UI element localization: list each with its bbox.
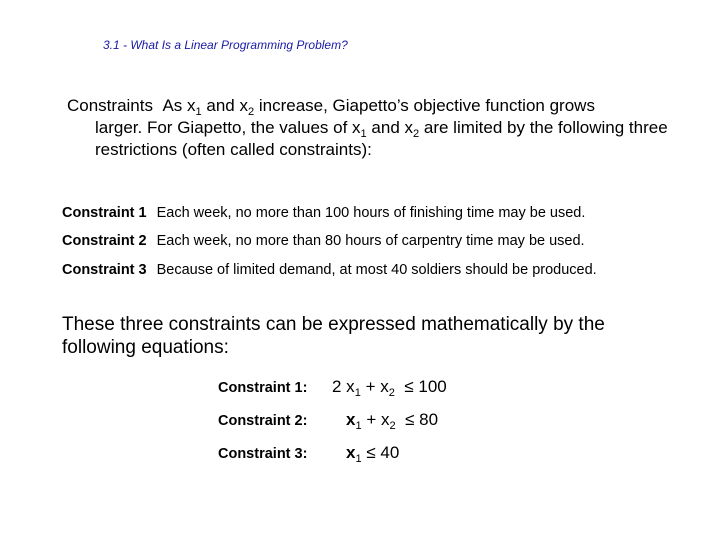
subscript: 2 — [247, 105, 255, 118]
constraint-row — [62, 205, 585, 221]
summary-paragraph: These three constraints can be expressed mathematically by the following equations: — [62, 314, 605, 358]
intro-continuation — [67, 117, 677, 161]
intro-text: and x — [201, 96, 248, 115]
subscript: 2 — [413, 127, 420, 140]
constraint-label: Constraint 2 — [62, 233, 147, 249]
equation-term: 2 x — [332, 377, 355, 396]
constraint-text: Because of limited demand, at most 40 soldiers should be produced. — [156, 262, 597, 278]
constraint-row — [62, 233, 585, 249]
equation-label: Constraint 1: — [218, 380, 308, 396]
intro-text: are limited by the following three restrictions (often called constraints): — [95, 118, 668, 159]
intro-first-line — [67, 96, 595, 118]
subscript: 2 — [389, 419, 396, 432]
equation-label: Constraint 2: — [218, 413, 308, 429]
equation-term: x — [346, 443, 356, 462]
subscript: 1 — [195, 105, 202, 118]
intro-text: increase, Giapetto’s objective function grows — [254, 96, 595, 115]
equation-term: ≤ 80 — [395, 410, 439, 429]
subscript: 1 — [354, 386, 361, 399]
equation-term: + x — [361, 410, 390, 429]
intro-paragraph — [67, 95, 677, 161]
intro-text: larger. For Giapetto, the values of x — [95, 118, 361, 137]
equation-term: + x — [360, 377, 389, 396]
equation-row — [218, 443, 399, 463]
equation-row — [218, 410, 438, 430]
constraint-label: Constraint 3 — [62, 262, 147, 278]
equation-term: x — [346, 410, 356, 429]
equation-label: Constraint 3: — [218, 446, 308, 462]
constraint-text: Each week, no more than 100 hours of finishing time may be used. — [156, 205, 586, 221]
equation-term: ≤ 100 — [394, 377, 447, 396]
subscript: 1 — [355, 419, 362, 432]
intro-heading-word: Constraints — [67, 96, 153, 115]
subscript: 2 — [388, 386, 395, 399]
intro-text: and x — [366, 118, 413, 137]
equation-row — [218, 377, 447, 397]
slide-header: 3.1 - What Is a Linear Programming Problem? — [103, 38, 348, 52]
subscript: 1 — [355, 452, 362, 465]
constraint-text: Each week, no more than 80 hours of carpentry time may be used. — [156, 233, 585, 249]
constraint-row — [62, 262, 597, 278]
intro-text: As x — [162, 96, 196, 115]
equation-term: ≤ 40 — [361, 443, 400, 462]
constraint-label: Constraint 1 — [62, 205, 147, 221]
subscript: 1 — [360, 127, 367, 140]
